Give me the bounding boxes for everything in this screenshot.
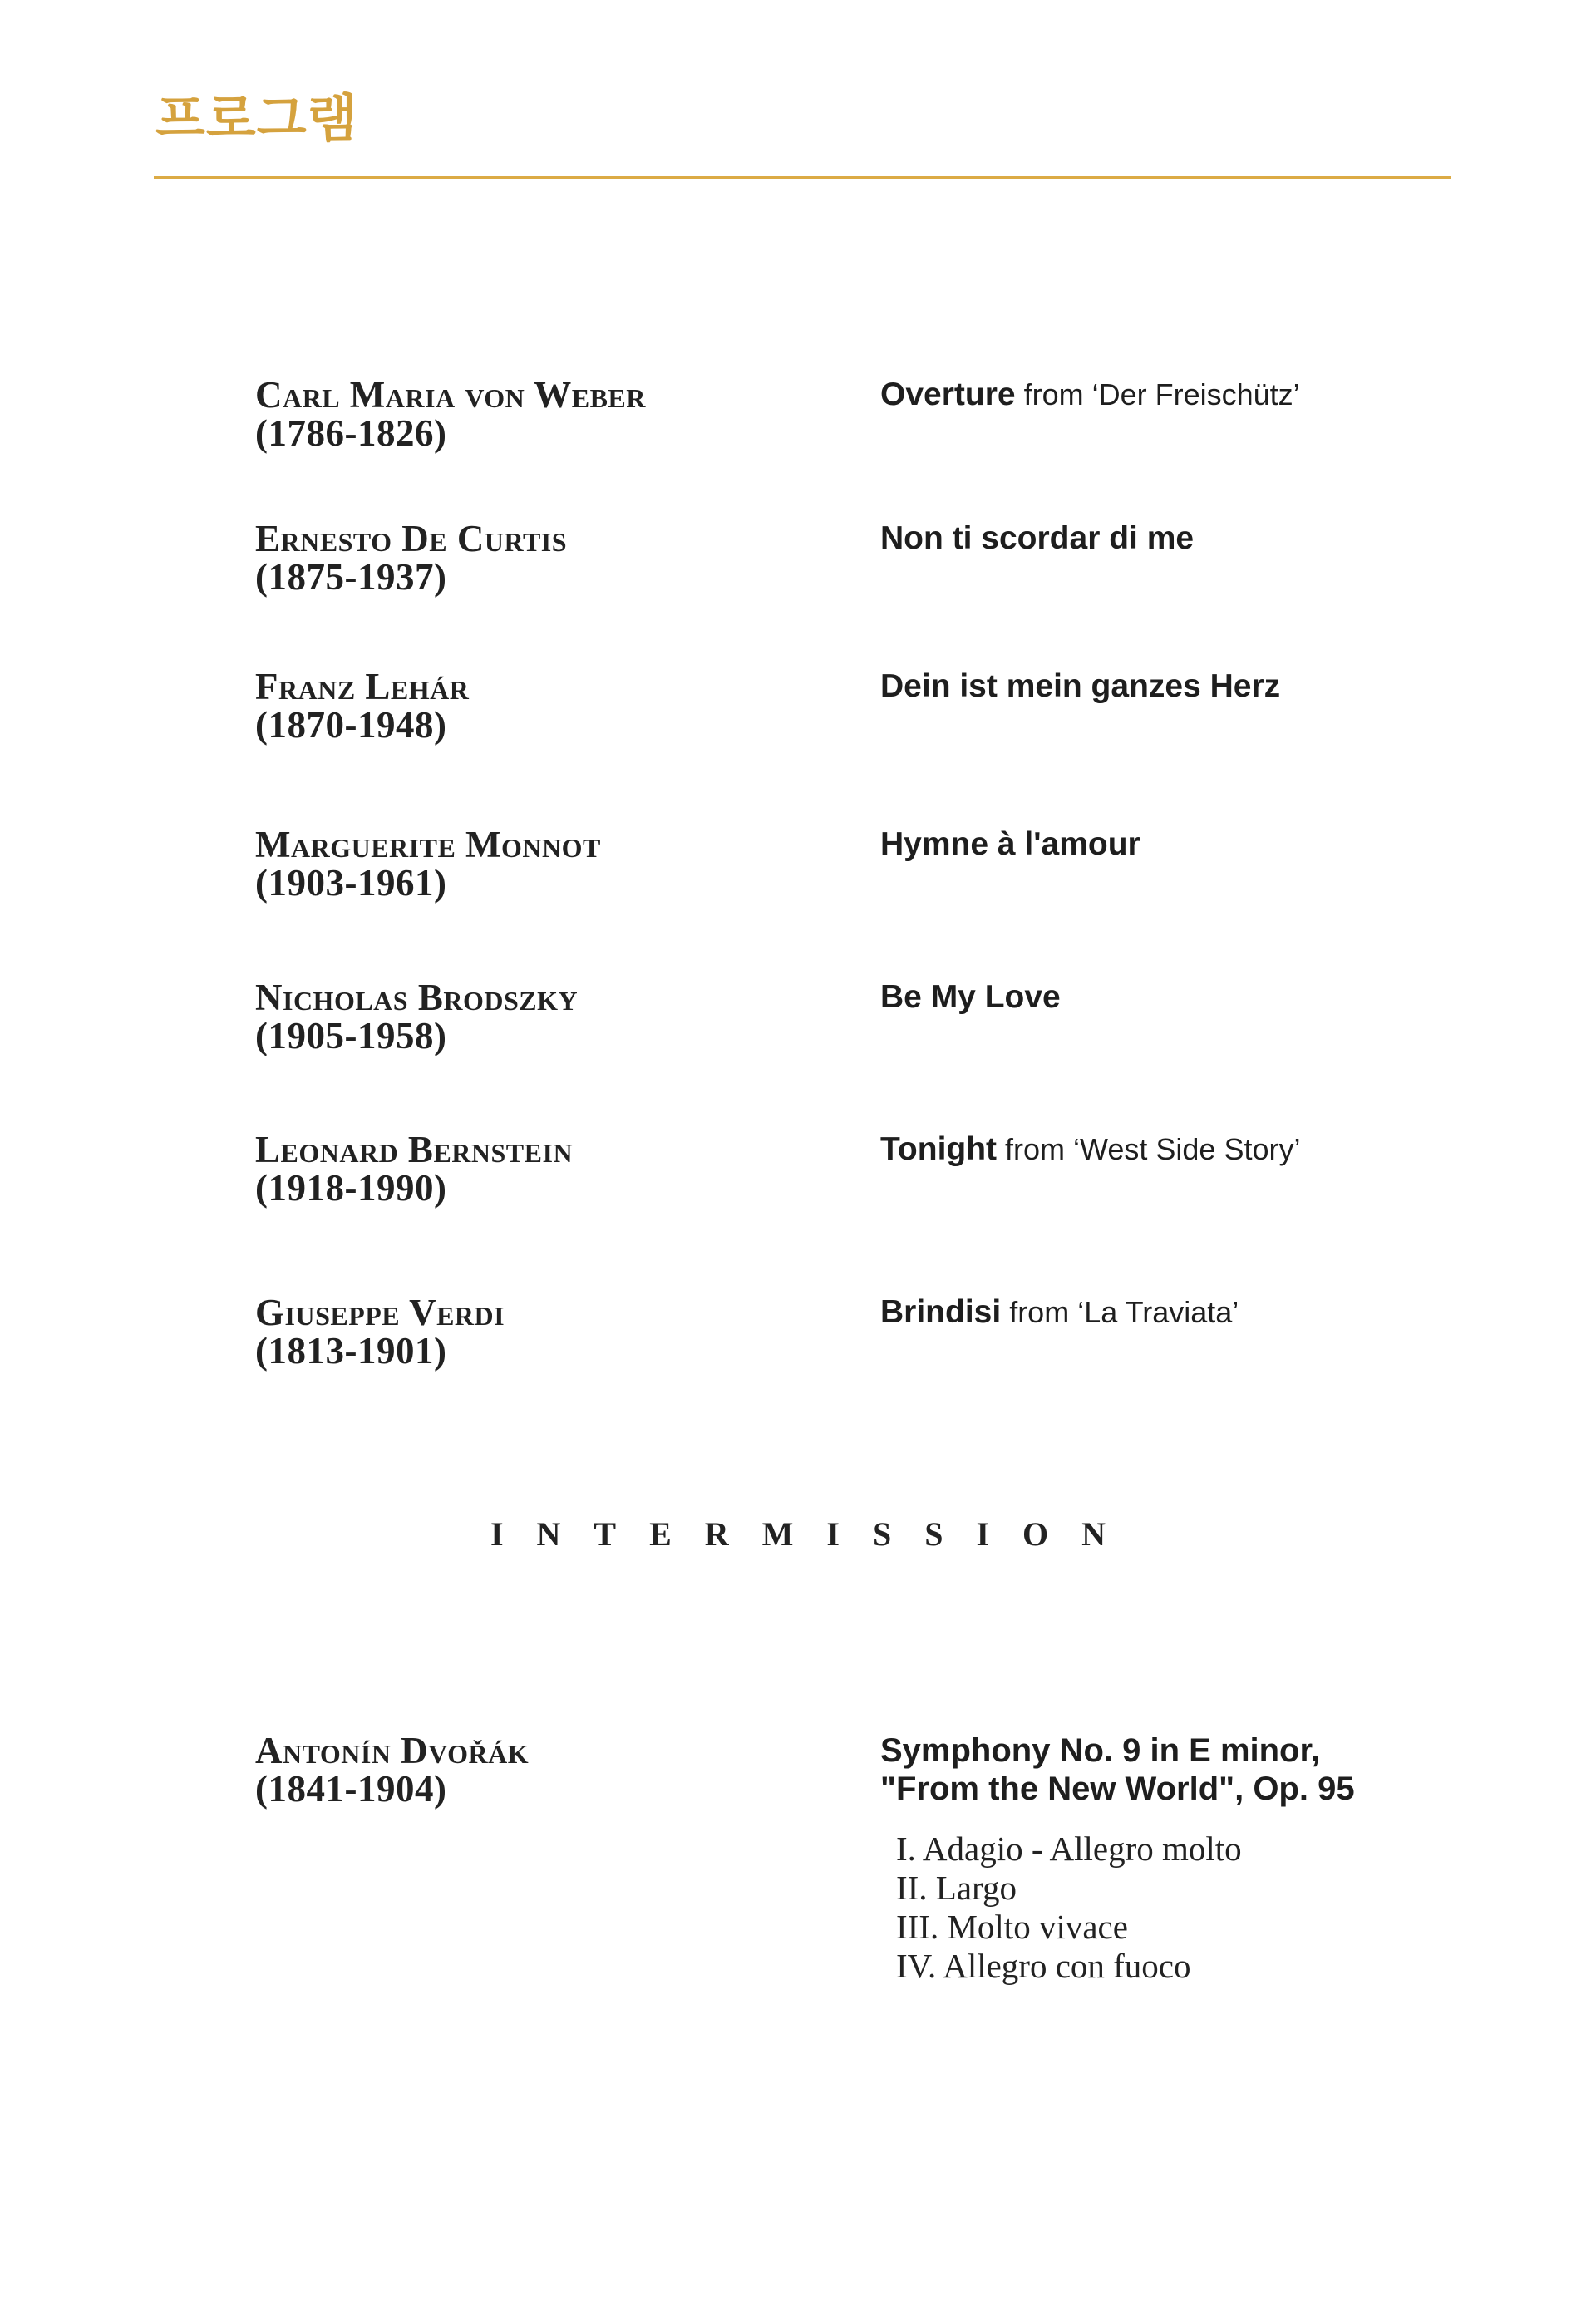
page-title: 프로그램 xyxy=(155,88,358,149)
composer xyxy=(255,520,837,596)
composer-years: (1841-1904) xyxy=(255,1768,447,1810)
piece-title: Brindisi xyxy=(880,1294,1002,1330)
composer xyxy=(255,376,837,452)
movement-list xyxy=(896,1830,1242,1986)
piece-suffix: from ‘La Traviata’ xyxy=(1001,1295,1239,1329)
composer-name: Giuseppe Verdi xyxy=(255,1292,505,1333)
piece-title: Non ti scordar di me xyxy=(880,520,1195,556)
piece xyxy=(880,1130,1512,1169)
piece-title: Dein ist mein ganzes Herz xyxy=(880,668,1281,704)
page-header xyxy=(154,83,1451,179)
composer xyxy=(255,825,837,902)
composer-years: (1786-1826) xyxy=(255,412,447,454)
composer xyxy=(255,1293,837,1370)
composer-name: Leonard Bernstein xyxy=(255,1129,574,1170)
movement-item: IV. Allegro con fuoco xyxy=(896,1947,1191,1985)
composer-years: (1870-1948) xyxy=(255,704,447,746)
piece-title: Tonight xyxy=(880,1131,998,1167)
piece-suffix: from ‘Der Freischütz’ xyxy=(1015,377,1300,411)
piece xyxy=(880,667,1512,706)
composer xyxy=(255,978,837,1055)
movement-item: II. Largo xyxy=(896,1869,1017,1907)
piece-title: Hymne à l'amour xyxy=(880,826,1140,862)
composer-years: (1875-1937) xyxy=(255,556,447,598)
piece xyxy=(880,1293,1512,1332)
composer-name: Franz Lehár xyxy=(255,666,470,707)
piece-title: Overture xyxy=(880,377,1016,412)
piece xyxy=(880,978,1512,1017)
composer-name: Nicholas Brodszky xyxy=(255,977,579,1018)
composer-years: (1905-1958) xyxy=(255,1015,447,1056)
piece-suffix: from ‘West Side Story’ xyxy=(997,1132,1301,1166)
piece xyxy=(880,825,1512,864)
piece-title: Be My Love xyxy=(880,979,1061,1015)
symphony-title-line2: "From the New World", Op. 95 xyxy=(880,1771,1355,1807)
composer-name: Marguerite Monnot xyxy=(255,824,601,865)
composer xyxy=(255,667,837,744)
composer xyxy=(255,1130,837,1207)
composer-years: (1813-1901) xyxy=(255,1330,447,1372)
piece xyxy=(880,520,1512,558)
intermission-heading: INTERMISSION xyxy=(490,1515,1140,1553)
composer-years: (1918-1990) xyxy=(255,1167,447,1209)
piece xyxy=(880,376,1512,414)
movement-item: I. Adagio - Allegro molto xyxy=(896,1830,1242,1868)
movement-item: III. Molto vivace xyxy=(896,1908,1128,1946)
symphony-title-line1: Symphony No. 9 in E minor, xyxy=(880,1732,1320,1769)
composer-name: Ernesto De Curtis xyxy=(255,518,568,559)
composer-name: Carl Maria von Weber xyxy=(255,374,646,416)
composer-name: Antonín Dvořák xyxy=(255,1730,530,1771)
symphony-title xyxy=(880,1731,1562,1808)
composer-years: (1903-1961) xyxy=(255,862,447,904)
composer xyxy=(255,1731,837,1808)
